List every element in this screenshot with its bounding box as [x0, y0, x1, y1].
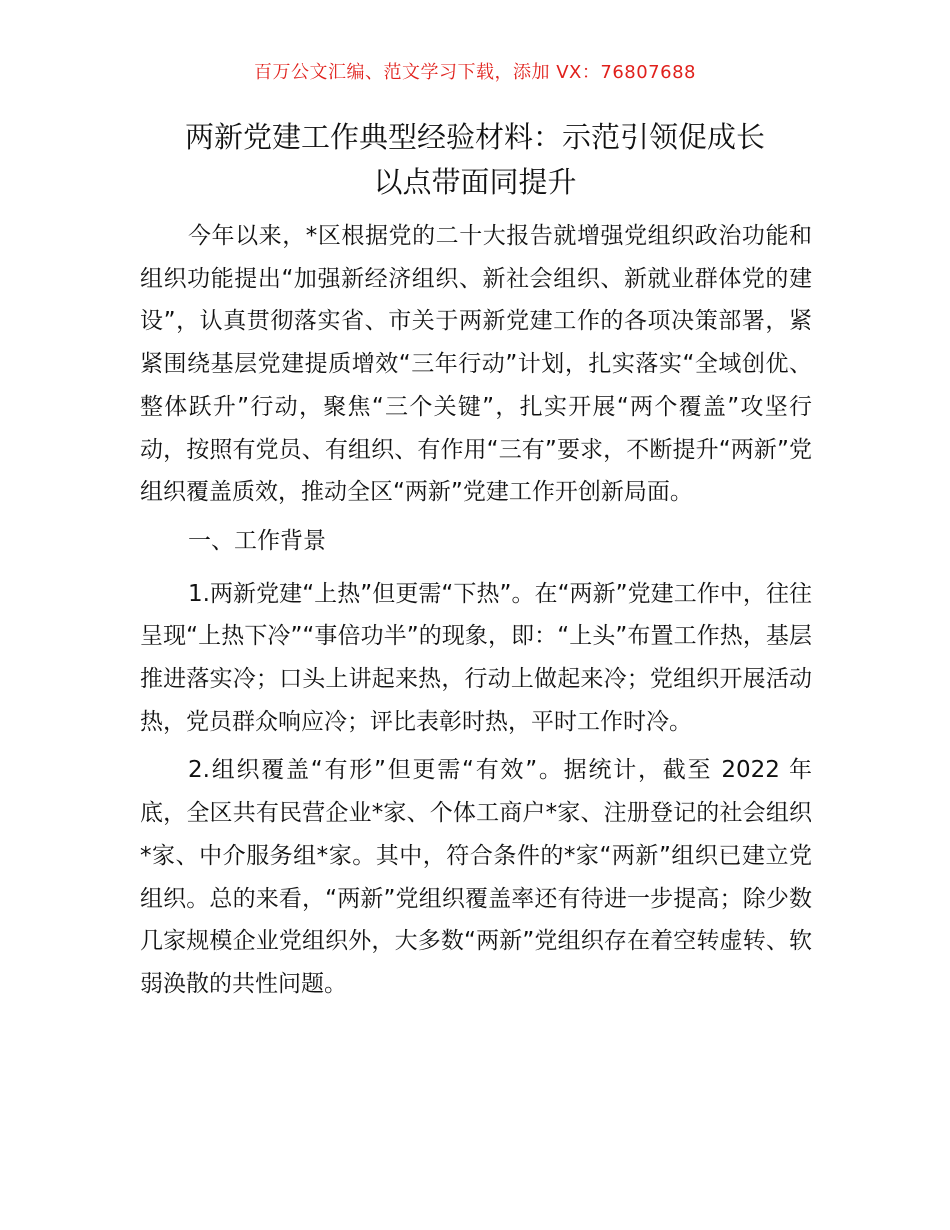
title-line-2: 以点带面同提升 — [373, 165, 577, 199]
watermark-text: 百万公文汇编、范文学习下载，添加 VX：76807688 — [254, 62, 696, 83]
paragraph-intro: 今年以来，*区根据党的二十大报告就增强党组织政治功能和组织功能提出“加强新经济组织、新社会组织、新就业群体党的建设”，认真贯彻落实省、市关于两新党建工作的各项决策部署，紧紧围绕基层党建提质增效“三年行动”计划，扎实落实“全域创优、整体跃升”行动，聚焦“三个关键”，扎实开展“两个覆盖”攻坚行动，按照有党员、有组织、有作用“三有”要求，不断提升“两新”党组织覆盖质效，推动全区“两新”党建工作开创新局面。 — [140, 223, 812, 506]
document-title — [0, 115, 950, 205]
section-heading: 一、工作背景 — [188, 527, 326, 554]
paragraph-point-1: 1.两新党建“上热”但更需“下热”。在“两新”党建工作中，往往呈现“上热下冷”“事倍功半”的现象，即：“上头”布置工作热，基层推进落实冷；口头上讲起来热，行动上做起来冷；党组织开展活动热，党员群众响应冷；评比表彰时热，平时工作时冷。 — [140, 580, 812, 735]
paragraph-point-2: 2.组织覆盖“有形”但更需“有效”。据统计，截至 2022 年底，全区共有民营企业*家、个体工商户*家、注册登记的社会组织*家、中介服务组*家。其中，符合条件的*家“两新”组织已建立党组织。总的来看，“两新”党组织覆盖率还有待进一步提高；除少数几家规模企业党组织外，大多数“两新”党组织存在着空转虚转、软弱涣散的共性问题。 — [140, 757, 812, 997]
document-body — [140, 215, 812, 1012]
title-line-1: 两新党建工作典型经验材料：示范引领促成长 — [184, 120, 765, 154]
